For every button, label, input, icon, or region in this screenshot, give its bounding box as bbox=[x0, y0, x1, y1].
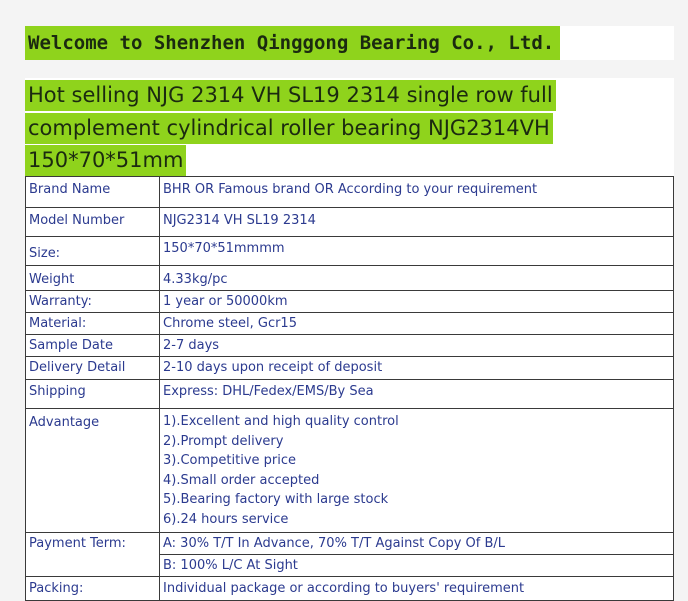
spec-label: Sample Date bbox=[26, 335, 160, 357]
title-line-2: complement cylindrical roller bearing NJG2314VH bbox=[25, 113, 553, 144]
table-row bbox=[26, 577, 674, 601]
spec-label: Size: bbox=[26, 237, 160, 266]
advantage-item: 4).Small order accepted bbox=[163, 472, 320, 488]
spec-label: Shipping bbox=[26, 380, 160, 409]
table-row bbox=[26, 335, 674, 357]
table-row bbox=[26, 533, 674, 555]
title-line-1: Hot selling NJG 2314 VH SL19 2314 single row full bbox=[25, 80, 556, 111]
table-row bbox=[26, 409, 674, 533]
spec-value: 2-7 days bbox=[160, 335, 674, 357]
spec-label: Model Number bbox=[26, 208, 160, 237]
table-row bbox=[26, 177, 674, 208]
spec-label: Packing: bbox=[26, 577, 160, 601]
spec-value: A: 30% T/T In Advance, 70% T/T Against Copy Of B/L bbox=[160, 533, 674, 555]
table-row bbox=[26, 266, 674, 291]
product-title bbox=[25, 78, 674, 176]
spec-label: Advantage bbox=[26, 409, 160, 533]
spec-value: Individual package or according to buyers' requirement bbox=[160, 577, 674, 601]
table-row bbox=[26, 291, 674, 313]
table-row bbox=[26, 237, 674, 266]
advantage-item: 1).Excellent and high quality control bbox=[163, 414, 399, 429]
title-line-3: 150*70*51mm bbox=[25, 145, 186, 176]
advantage-item: 6).24 hours service bbox=[163, 511, 289, 527]
spec-label: Material: bbox=[26, 313, 160, 335]
spec-value: 4.33kg/pc bbox=[160, 266, 674, 291]
spec-value: NJG2314 VH SL19 2314 bbox=[160, 208, 674, 237]
welcome-banner bbox=[25, 26, 674, 60]
table-row bbox=[26, 357, 674, 380]
spec-value: 150*70*51mmmm bbox=[160, 237, 674, 266]
advantage-item: 3).Competitive price bbox=[163, 453, 297, 468]
spec-value: 1 year or 50000km bbox=[160, 291, 674, 313]
spec-label: Payment Term: bbox=[26, 533, 160, 577]
spec-label: Warranty: bbox=[26, 291, 160, 313]
spec-value-list bbox=[160, 409, 674, 533]
spec-table bbox=[25, 176, 674, 601]
spec-value: B: 100% L/C At Sight bbox=[160, 555, 674, 577]
table-row bbox=[26, 313, 674, 335]
advantage-item: 2).Prompt delivery bbox=[163, 433, 284, 449]
spec-label: Weight bbox=[26, 266, 160, 291]
table-row bbox=[26, 380, 674, 409]
spec-value: 2-10 days upon receipt of deposit bbox=[160, 357, 674, 380]
advantage-item: 5).Bearing factory with large stock bbox=[163, 492, 389, 507]
table-row bbox=[26, 208, 674, 237]
welcome-text: Welcome to Shenzhen Qinggong Bearing Co., Ltd. bbox=[25, 26, 560, 60]
spec-value: Express: DHL/Fedex/EMS/By Sea bbox=[160, 380, 674, 409]
spec-value: Chrome steel, Gcr15 bbox=[160, 313, 674, 335]
spec-value: BHR OR Famous brand OR According to your requirement bbox=[160, 177, 674, 208]
spec-label: Delivery Detail bbox=[26, 357, 160, 380]
spec-label: Brand Name bbox=[26, 177, 160, 208]
